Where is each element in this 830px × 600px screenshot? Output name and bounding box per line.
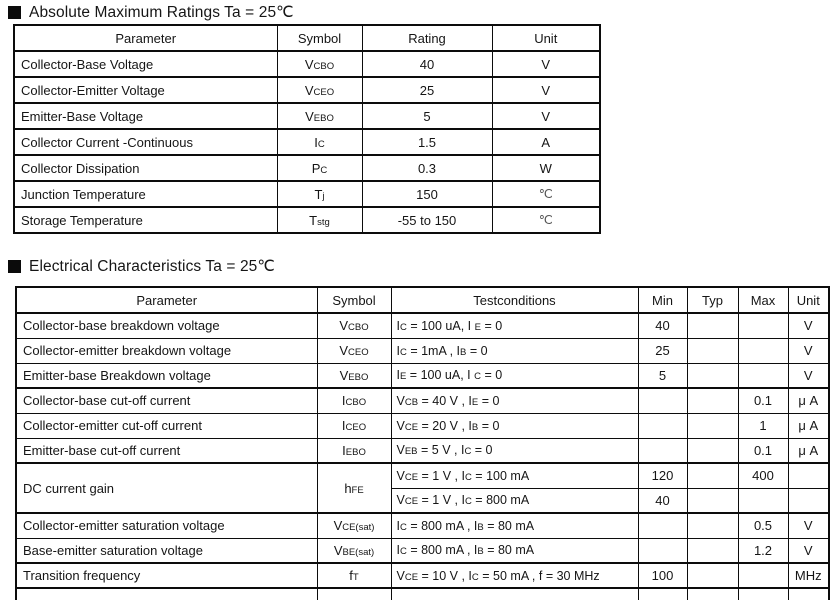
electrical-characteristics-table (15, 286, 830, 600)
header-min: Min (638, 287, 687, 313)
unit-cell: V (492, 103, 600, 129)
absolute-maximum-ratings-table (13, 24, 601, 234)
unit-cell (788, 463, 829, 488)
symbol-cell: hFE (317, 463, 391, 513)
min-cell: 40 (638, 313, 687, 338)
param-cell: Collector-base cut-off current (16, 388, 317, 413)
typ-cell (687, 388, 738, 413)
table-row (14, 77, 600, 103)
param-cell: Emitter-base Breakdown voltage (16, 363, 317, 388)
symbol-cell: VEBO (317, 363, 391, 388)
param-cell: Storage Temperature (14, 207, 277, 233)
param-cell: Transition frequency (16, 563, 317, 588)
table-row (16, 463, 829, 488)
typ-cell (687, 538, 738, 563)
header-max: Max (738, 287, 788, 313)
testcondition-cell: VCE = 1 V , IC = 100 mA (391, 463, 638, 488)
unit-cell: V (788, 313, 829, 338)
max-cell (738, 488, 788, 513)
symbol-cell: PC (277, 155, 362, 181)
rating-cell: 25 (362, 77, 492, 103)
testcondition-cell: IC = 1mA , IB = 0 (391, 338, 638, 363)
symbol-cell: VEBO (277, 103, 362, 129)
unit-cell: μ A (788, 388, 829, 413)
param-cell: Junction Temperature (14, 181, 277, 207)
symbol-cell: VBE(sat) (317, 538, 391, 563)
rating-cell: 40 (362, 51, 492, 77)
section-title-absolute-maximum-ratings (8, 3, 294, 22)
param-cell: Collector Dissipation (14, 155, 277, 181)
section-title-text: Absolute Maximum Ratings Ta = 25℃ (29, 4, 294, 21)
min-cell: 25 (638, 338, 687, 363)
table-row (14, 51, 600, 77)
max-cell (738, 313, 788, 338)
typ-cell (687, 338, 738, 363)
table-row-clipped (16, 588, 829, 600)
unit-cell: V (788, 538, 829, 563)
unit-cell: MHz (788, 563, 829, 588)
rating-cell: 5 (362, 103, 492, 129)
table-row (14, 129, 600, 155)
typ-cell (687, 563, 738, 588)
symbol-cell: IC (277, 129, 362, 155)
min-cell (638, 388, 687, 413)
header-typ: Typ (687, 287, 738, 313)
unit-cell: V (788, 338, 829, 363)
section-bullet-icon (8, 6, 21, 19)
header-parameter: Parameter (14, 25, 277, 51)
unit-cell: A (492, 129, 600, 155)
symbol-cell: Tj (277, 181, 362, 207)
typ-cell (687, 463, 738, 488)
rating-cell: -55 to 150 (362, 207, 492, 233)
symbol-cell: ICEO (317, 413, 391, 438)
symbol-cell: VCE(sat) (317, 513, 391, 538)
typ-cell (687, 513, 738, 538)
table-row (16, 388, 829, 413)
header-testconditions: Testconditions (391, 287, 638, 313)
unit-cell: ℃ (492, 181, 600, 207)
param-cell: Collector-emitter saturation voltage (16, 513, 317, 538)
min-cell: 100 (638, 563, 687, 588)
header-parameter: Parameter (16, 287, 317, 313)
table-row (16, 513, 829, 538)
table-row (14, 181, 600, 207)
rating-cell: 150 (362, 181, 492, 207)
max-cell: 400 (738, 463, 788, 488)
symbol-cell: Tstg (277, 207, 362, 233)
testcondition-cell: VCE = 20 V , IB = 0 (391, 413, 638, 438)
table-row (16, 313, 829, 338)
max-cell (738, 338, 788, 363)
typ-cell (687, 488, 738, 513)
header-symbol: Symbol (317, 287, 391, 313)
min-cell (638, 513, 687, 538)
param-cell: DC current gain (16, 463, 317, 513)
max-cell (738, 363, 788, 388)
min-cell (638, 413, 687, 438)
section-bullet-icon (8, 260, 21, 273)
testcondition-cell: IC = 800 mA , IB = 80 mA (391, 513, 638, 538)
section-title-electrical-characteristics (8, 257, 275, 276)
unit-cell: W (492, 155, 600, 181)
testcondition-cell: VCE = 1 V , IC = 800 mA (391, 488, 638, 513)
max-cell: 0.1 (738, 388, 788, 413)
table-row (14, 207, 600, 233)
table-header-row (14, 25, 600, 51)
max-cell: 0.1 (738, 438, 788, 463)
header-unit: Unit (492, 25, 600, 51)
min-cell (638, 538, 687, 563)
testcondition-cell: IC = 800 mA , IB = 80 mA (391, 538, 638, 563)
unit-cell: V (788, 363, 829, 388)
unit-cell (788, 488, 829, 513)
testcondition-cell: IC = 100 uA, I E = 0 (391, 313, 638, 338)
rating-cell: 1.5 (362, 129, 492, 155)
param-cell: Collector-base breakdown voltage (16, 313, 317, 338)
testcondition-cell: VCB = 40 V , IE = 0 (391, 388, 638, 413)
max-cell: 1.2 (738, 538, 788, 563)
table-header-row (16, 287, 829, 313)
symbol-cell: ICBO (317, 388, 391, 413)
table-row (16, 538, 829, 563)
header-symbol: Symbol (277, 25, 362, 51)
param-cell: Emitter-base cut-off current (16, 438, 317, 463)
table-row (16, 338, 829, 363)
table-row (14, 155, 600, 181)
rating-cell: 0.3 (362, 155, 492, 181)
symbol-cell: fT (317, 563, 391, 588)
min-cell: 5 (638, 363, 687, 388)
param-cell: Collector-Emitter Voltage (14, 77, 277, 103)
header-unit: Unit (788, 287, 829, 313)
unit-cell: V (492, 77, 600, 103)
testcondition-cell: VCE = 10 V , IC = 50 mA , f = 30 MHz (391, 563, 638, 588)
param-cell: Emitter-Base Voltage (14, 103, 277, 129)
param-cell: Collector-emitter breakdown voltage (16, 338, 317, 363)
table-row (16, 563, 829, 588)
symbol-cell: VCEO (277, 77, 362, 103)
unit-cell: μ A (788, 438, 829, 463)
param-cell: Collector-emitter cut-off current (16, 413, 317, 438)
symbol-cell: VCEO (317, 338, 391, 363)
symbol-cell: IEBO (317, 438, 391, 463)
symbol-cell: VCBO (277, 51, 362, 77)
typ-cell (687, 313, 738, 338)
typ-cell (687, 438, 738, 463)
unit-cell: μ A (788, 413, 829, 438)
param-cell: Collector-Base Voltage (14, 51, 277, 77)
section-title-text: Electrical Characteristics Ta = 25℃ (29, 258, 275, 275)
unit-cell: ℃ (492, 207, 600, 233)
table-row (14, 103, 600, 129)
table-row (16, 413, 829, 438)
table-row (16, 438, 829, 463)
max-cell: 0.5 (738, 513, 788, 538)
min-cell: 120 (638, 463, 687, 488)
typ-cell (687, 413, 738, 438)
typ-cell (687, 363, 738, 388)
testcondition-cell: IE = 100 uA, I C = 0 (391, 363, 638, 388)
max-cell (738, 563, 788, 588)
min-cell: 40 (638, 488, 687, 513)
param-cell: Collector Current -Continuous (14, 129, 277, 155)
unit-cell: V (788, 513, 829, 538)
table-row (16, 363, 829, 388)
max-cell: 1 (738, 413, 788, 438)
symbol-cell: VCBO (317, 313, 391, 338)
unit-cell: V (492, 51, 600, 77)
testcondition-cell: VEB = 5 V , IC = 0 (391, 438, 638, 463)
param-cell: Base-emitter saturation voltage (16, 538, 317, 563)
header-rating: Rating (362, 25, 492, 51)
min-cell (638, 438, 687, 463)
